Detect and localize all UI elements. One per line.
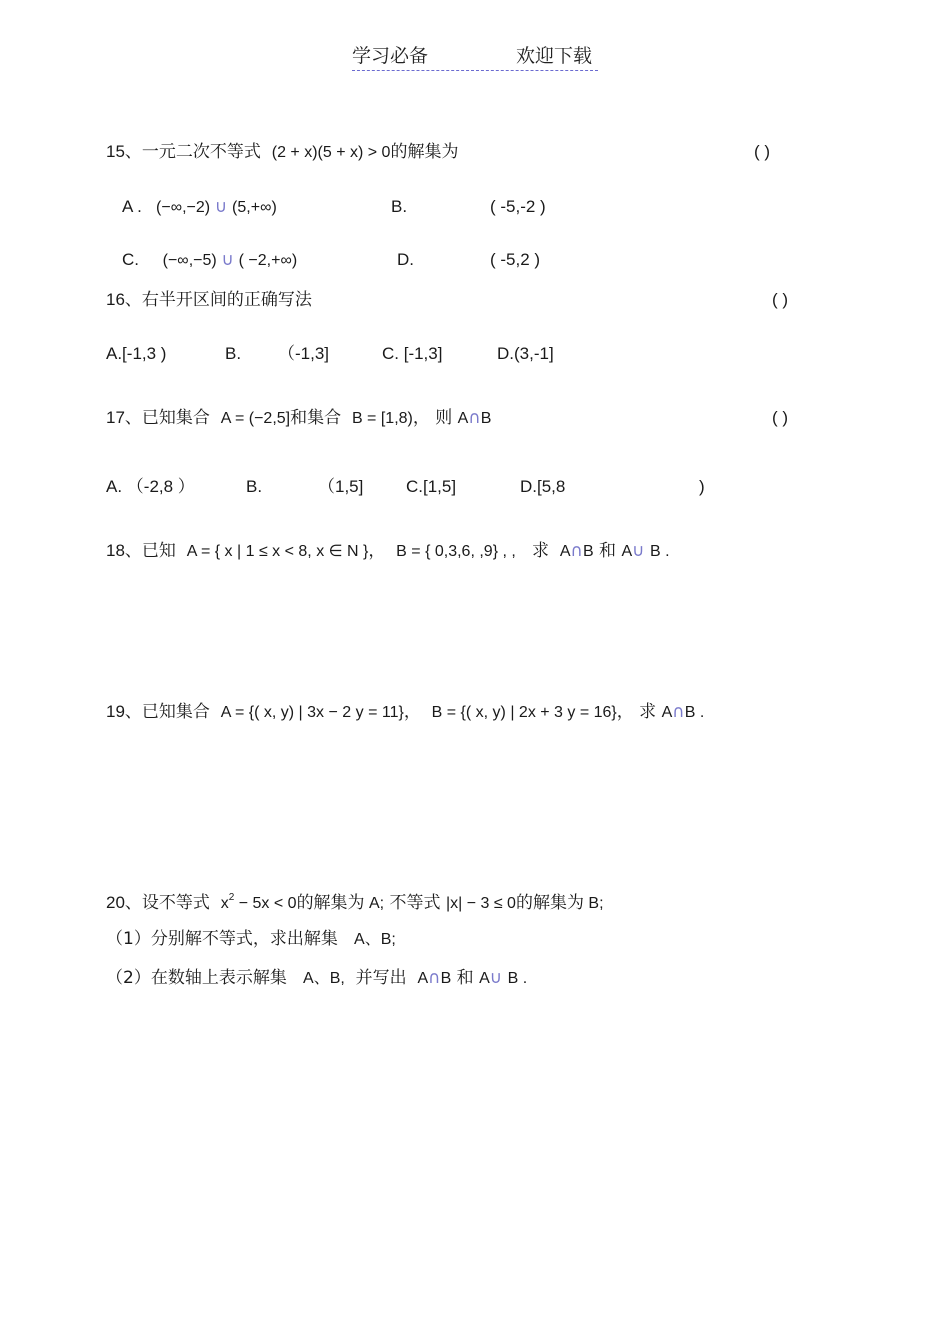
question-number: 18、 (106, 541, 142, 560)
question-text: 和 (599, 541, 617, 561)
question-text: 求 (532, 541, 550, 561)
math-expression: A (457, 410, 469, 427)
math-expression: (2 + x)(5 + x) > 0 (271, 144, 391, 161)
question-18 (106, 539, 670, 564)
union-symbol: ∪ (214, 197, 228, 217)
intersection-symbol: ∩ (672, 702, 685, 722)
math-expression: B (582, 543, 594, 560)
option-label: C. (122, 250, 139, 269)
option-label: B. (391, 197, 408, 216)
math-expression: B = [1,8) (351, 410, 413, 427)
question-19 (106, 700, 704, 725)
question-text: 已知 (141, 541, 176, 561)
question-text: 设不等式 (141, 893, 210, 913)
option-d (397, 248, 414, 272)
option-c (122, 248, 297, 273)
question-17 (106, 406, 491, 431)
question-20-part-1 (106, 927, 396, 952)
option-c: C. [-1,3] (382, 344, 443, 363)
option-c: C.[1,5] (406, 477, 457, 496)
answer-blank: ( ) (754, 142, 771, 161)
math-expression: B = { 0,3,6, ,9} , , (396, 543, 516, 560)
option-b-value: （-1,3] (278, 344, 330, 363)
question-number: 19、 (106, 702, 142, 721)
math-expression: A (621, 543, 633, 560)
option-a (122, 195, 277, 220)
math-rest: − 5x < 0 (234, 895, 297, 912)
math-expression: B = {( x, y) | 2x + 3 y = 16} (431, 704, 617, 721)
union-symbol: ∪ (221, 250, 234, 270)
question-text: 的解集为 (296, 893, 365, 913)
sub-question-text: 和 (456, 968, 474, 988)
math-base: x (220, 895, 229, 912)
question-number: 16、 (106, 290, 142, 309)
question-20-part-2 (106, 966, 527, 991)
math-expression: A = (−2,5] (220, 410, 291, 427)
question-text: 不等式 (389, 893, 441, 913)
question-20 (106, 886, 604, 916)
header-right: 欢迎下载 (516, 45, 593, 67)
math-expression: A (417, 970, 429, 987)
question-text: 已知集合 (141, 702, 210, 722)
option-d: D.[5,8 (520, 477, 566, 496)
answer-blank: ( ) (772, 408, 789, 427)
math-expression: A (479, 970, 490, 987)
option-a: A. （-2,8 ） (106, 477, 195, 496)
math-expression: B (480, 410, 492, 427)
math-expression (220, 892, 297, 912)
math-expression: A = {( x, y) | 3x − 2 y = 11} (220, 704, 404, 721)
union-symbol: ∪ (632, 541, 645, 561)
intersection-symbol: ∩ (570, 541, 583, 561)
sub-question-text: 并写出 (355, 968, 407, 988)
union-symbol: ∪ (489, 968, 503, 988)
question-16 (106, 288, 312, 312)
intersection-symbol: ∩ (428, 968, 441, 988)
set-label: A、B, (303, 970, 345, 987)
header-left: 学习必备 (352, 45, 429, 67)
math-expression: B . (507, 970, 528, 987)
option-label: A . (122, 197, 142, 216)
option-a: A.[-1,3 ) (106, 344, 167, 363)
question-text: 的解集为 (515, 893, 584, 913)
math-expression: B . (684, 704, 705, 721)
question-text: ， (368, 541, 386, 561)
option-d: D.(3,-1] (497, 344, 554, 363)
question-text: 的解集为 (390, 142, 459, 162)
question-number: 17、 (106, 408, 142, 427)
math-expression: B . (649, 543, 670, 560)
set-label: B; (583, 895, 604, 912)
set-label: A、B; (354, 931, 396, 948)
math-exponent: 2 (228, 892, 235, 903)
set-label: A; (364, 895, 385, 912)
option-b-value: ( -5,-2 ) (490, 197, 546, 216)
option-value: (−∞,−5) (162, 252, 217, 269)
question-text: ， 求 (616, 702, 657, 722)
answer-blank: ( ) (772, 290, 789, 309)
question-number: 20、 (106, 893, 142, 912)
sub-question-text: （2）在数轴上表示解集 (106, 968, 287, 988)
option-b: B. (246, 477, 263, 496)
sub-question-text: （1）分别解不等式，求出解集 (106, 929, 338, 949)
intersection-symbol: ∩ (468, 408, 481, 428)
math-expression: A (661, 704, 673, 721)
question-text: 右半开区间的正确写法 (141, 290, 312, 310)
math-expression: A = { x | 1 ≤ x < 8, x ∈ N } (186, 543, 369, 560)
math-expression: |x| − 3 ≤ 0 (445, 895, 516, 912)
question-15 (106, 140, 458, 165)
option-d-value: ( -5,2 ) (490, 250, 541, 269)
option-b (391, 195, 407, 219)
option-value: ( −2,+∞) (238, 252, 298, 269)
question-text: ， (403, 702, 421, 722)
option-label: D. (397, 250, 414, 269)
math-expression: B (440, 970, 452, 987)
question-text: 和集合 (290, 408, 342, 428)
option-b: B. (225, 344, 242, 363)
option-value: (5,+∞) (232, 199, 277, 216)
page-header (352, 42, 598, 71)
option-d-close: ) (699, 477, 705, 496)
question-text: 一元二次不等式 (141, 142, 261, 162)
option-b-value: （1,5] (318, 477, 364, 496)
question-text: ， 则 (412, 408, 453, 428)
question-number: 15、 (106, 142, 142, 161)
question-text: 已知集合 (141, 408, 210, 428)
option-value: (−∞,−2) (156, 199, 211, 216)
math-expression: A (559, 543, 571, 560)
